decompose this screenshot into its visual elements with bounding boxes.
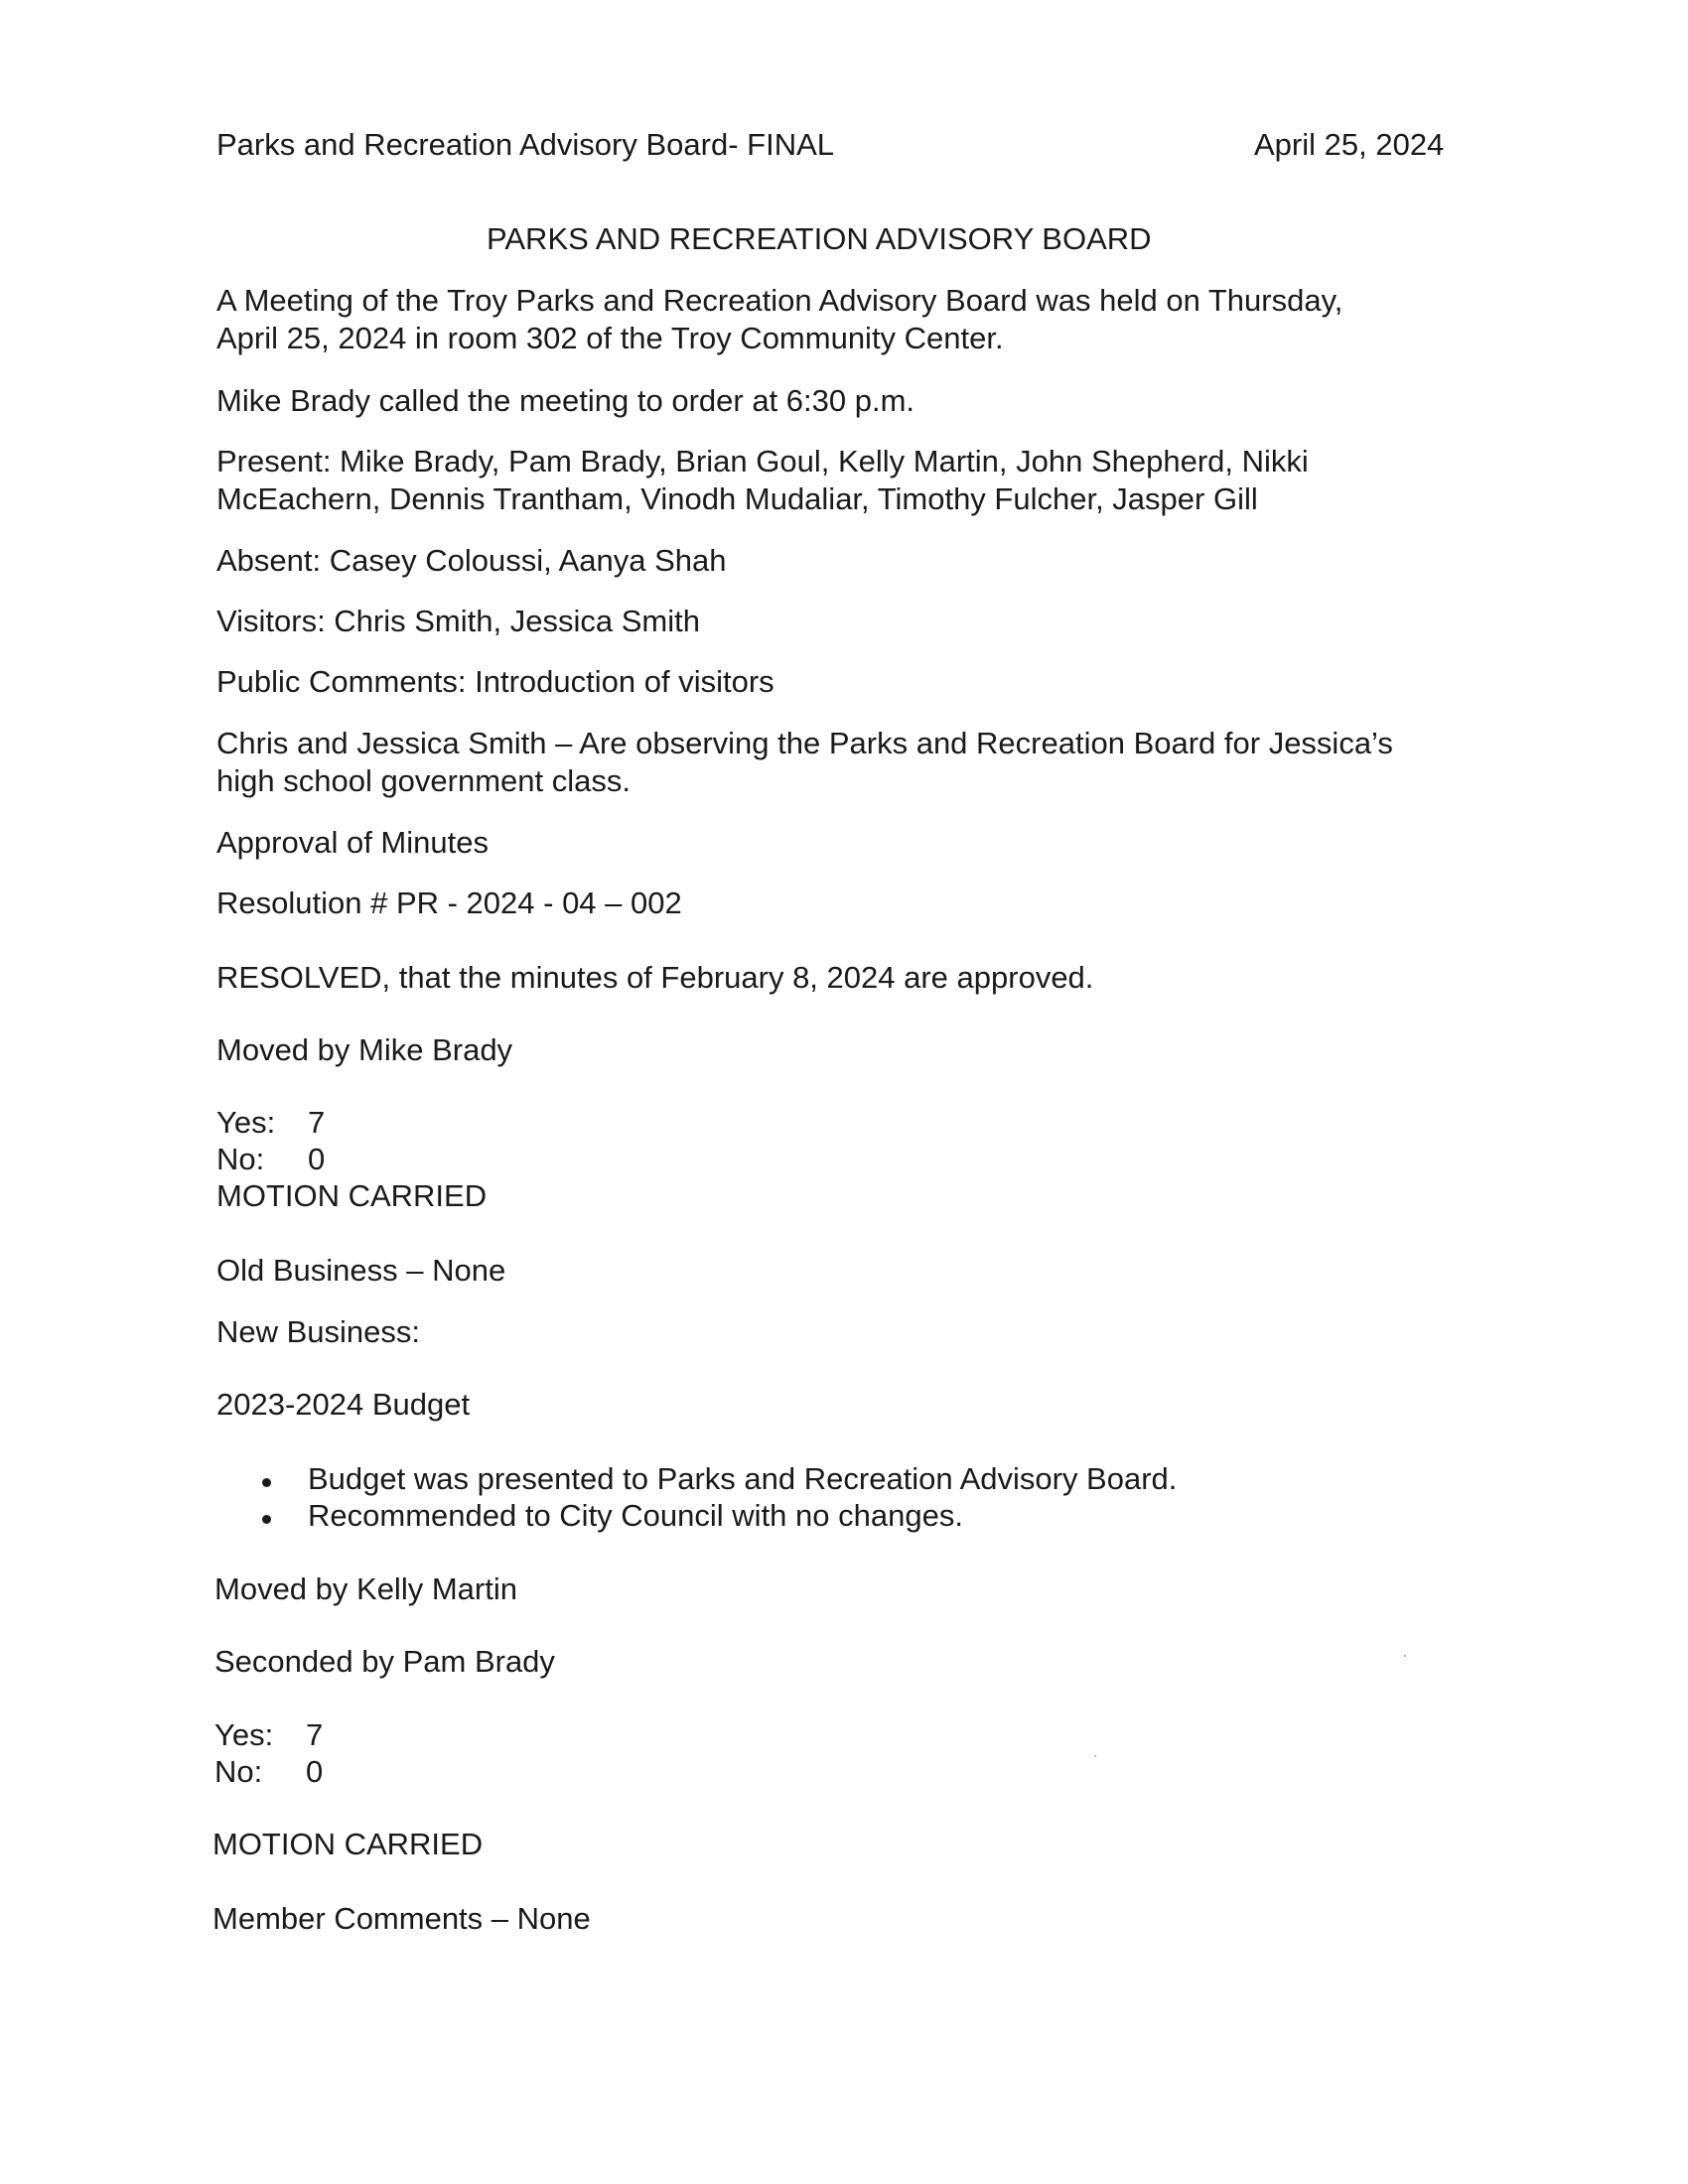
vote2-no-value: 0	[306, 1754, 324, 1789]
member-comments: Member Comments – None	[212, 1901, 591, 1936]
vote2-result: MOTION CARRIED	[212, 1827, 484, 1861]
vote2-no-label: No:	[214, 1754, 263, 1789]
budget-item-2: Recommended to City Council with no changes.	[308, 1498, 963, 1533]
vote2-yes-label: Yes:	[214, 1717, 274, 1752]
bullet-icon	[262, 1515, 271, 1524]
absent-list: Absent: Casey Coloussi, Aanya Shah	[216, 543, 727, 578]
new-business: New Business:	[216, 1314, 421, 1349]
public-comments: Public Comments: Introduction of visitors	[216, 664, 774, 699]
bullet-icon	[262, 1478, 271, 1487]
vote1-yes-value: 7	[308, 1105, 326, 1140]
resolved-text: RESOLVED, that the minutes of February 8, 2024 are approved.	[216, 960, 1094, 995]
budget-heading: 2023-2024 Budget	[216, 1387, 471, 1422]
present-line-1: Present: Mike Brady, Pam Brady, Brian Goul, Kelly Martin, John Shepherd, Nikki	[216, 444, 1309, 478]
vote2-seconded-by: Seconded by Pam Brady	[214, 1644, 555, 1679]
vote1-moved-by: Moved by Mike Brady	[216, 1032, 513, 1067]
visitor-note-line-1: Chris and Jessica Smith – Are observing the Parks and Recreation Board for Jessica’s	[216, 726, 1393, 760]
budget-item-1: Budget was presented to Parks and Recreation Advisory Board.	[308, 1461, 1178, 1496]
intro-line-2: April 25, 2024 in room 302 of the Troy Community Center.	[216, 321, 1004, 355]
visitor-note-line-2: high school government class.	[216, 763, 632, 798]
approval-heading: Approval of Minutes	[216, 825, 489, 860]
header-board-name: Parks and Recreation Advisory Board- FINAL	[216, 127, 834, 162]
header-date: April 25, 2024	[1254, 127, 1445, 162]
call-to-order: Mike Brady called the meeting to order at 6:30 p.m.	[216, 383, 915, 418]
vote1-no-value: 0	[308, 1142, 326, 1176]
scan-speck	[1404, 1655, 1406, 1657]
vote2-yes-value: 7	[306, 1717, 324, 1752]
vote1-result: MOTION CARRIED	[216, 1178, 488, 1213]
present-line-2: McEachern, Dennis Trantham, Vinodh Mudaliar, Timothy Fulcher, Jasper Gill	[216, 481, 1258, 516]
intro-line-1: A Meeting of the Troy Parks and Recreation Advisory Board was held on Thursday,	[216, 283, 1343, 318]
vote1-no-label: No:	[216, 1142, 265, 1176]
visitors-list: Visitors: Chris Smith, Jessica Smith	[216, 604, 700, 638]
vote2-moved-by: Moved by Kelly Martin	[214, 1571, 517, 1606]
scan-speck	[1094, 1755, 1096, 1757]
vote1-yes-label: Yes:	[216, 1105, 276, 1140]
resolution-number: Resolution # PR - 2024 - 04 – 002	[216, 886, 682, 920]
old-business: Old Business – None	[216, 1253, 506, 1288]
page-title: PARKS AND RECREATION ADVISORY BOARD	[487, 221, 1152, 256]
